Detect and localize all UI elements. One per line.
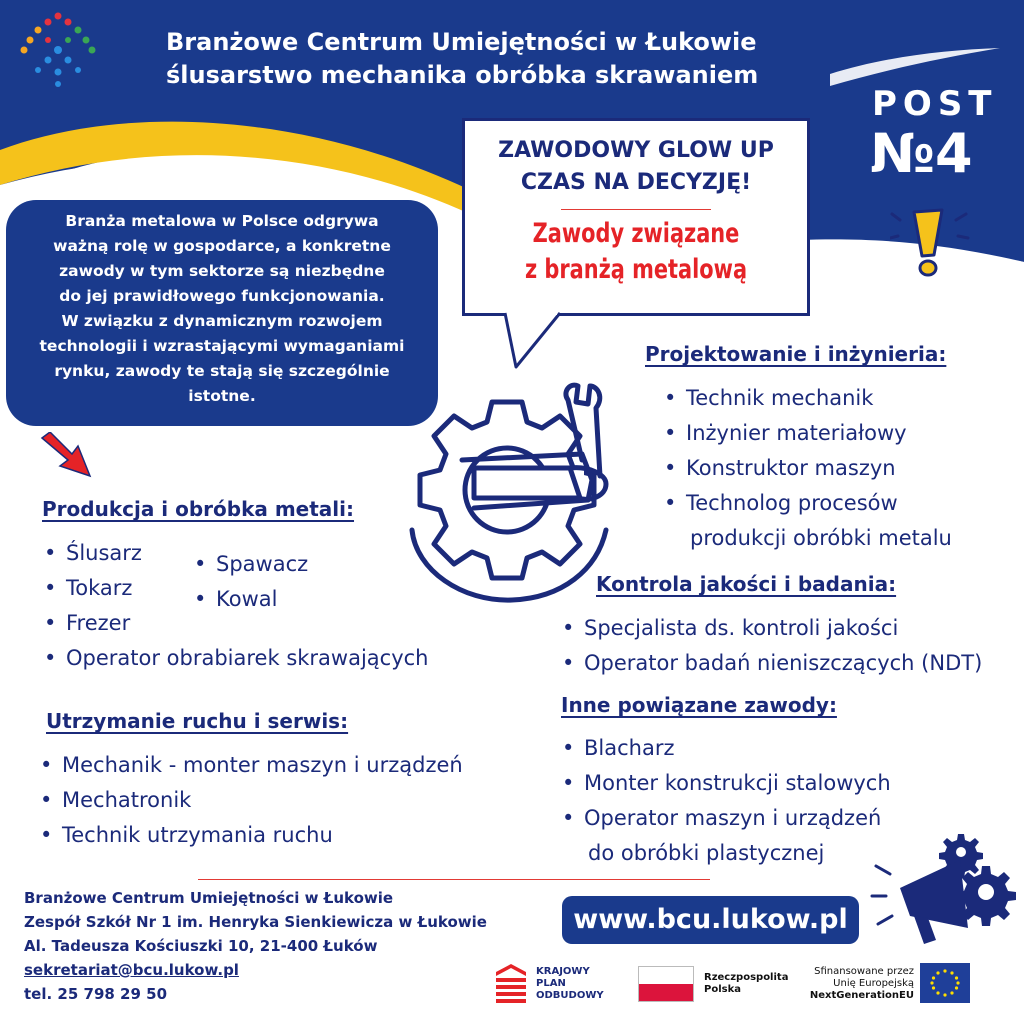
speech-line1: ZAWODOWY GLOW UP <box>498 138 774 163</box>
speech-line2: CZAS NA DECYZJĘ! <box>520 170 752 195</box>
eu-flag-icon <box>920 963 970 1003</box>
list-item: • Konstruktor maszyn <box>664 451 952 486</box>
list-item: • Spawacz <box>194 547 308 582</box>
list-item: • Specjalista ds. kontroli jakości <box>562 611 982 646</box>
speech-sub2: z branżą metalową <box>524 254 748 285</box>
list-item: • Technik utrzymania ruchu <box>40 818 463 853</box>
intro-line: rynku, zawody te stają się szczególnie <box>54 362 390 380</box>
rp-text-1: Rzeczpospolita <box>704 972 789 983</box>
post-label: POST <box>872 84 998 124</box>
exclamation-icon <box>890 200 970 280</box>
footer-line1: Branżowe Centrum Umiejętności w Łukowie <box>24 889 394 907</box>
intro-line: do jej prawidłowego funkcjonowania. <box>59 287 385 305</box>
speech-bubble <box>462 118 810 316</box>
eu-text-1: Sfinansowane przez <box>814 966 914 977</box>
footer-phone: tel. 25 798 29 50 <box>24 985 168 1003</box>
bcu-logo-icon <box>18 10 98 90</box>
kpo-text-3: ODBUDOWY <box>536 990 604 1001</box>
intro-line: Branża metalowa w Polsce odgrywa <box>65 212 379 230</box>
list-item-continuation: do obróbki plastycznej <box>588 841 825 865</box>
section-design-title: Projektowanie i inżynieria: <box>645 342 947 366</box>
intro-line: W związku z dynamicznym rozwojem <box>61 312 383 330</box>
list-item: • Mechanik - monter maszyn i urządzeń <box>40 748 463 783</box>
intro-box <box>6 200 438 426</box>
header-title-line1: Branżowe Centrum Umiejętności w Łukowie <box>166 28 757 56</box>
polish-flag-icon <box>638 966 694 1002</box>
section-production-col2 <box>194 547 308 617</box>
eu-text-3: NextGenerationEU <box>809 990 914 1001</box>
footer-divider <box>198 879 710 880</box>
speech-sub1: Zawody związane <box>532 218 740 249</box>
website-button[interactable]: www.bcu.lukow.pl <box>562 896 859 944</box>
list-item: • Kowal <box>194 582 308 617</box>
rp-logo-text <box>704 972 788 996</box>
section-production-title: Produkcja i obróbka metali: <box>42 497 355 521</box>
eu-logo-text <box>806 966 914 1002</box>
list-item: • Ślusarz <box>44 536 429 571</box>
footer-email-link[interactable]: sekretariat@bcu.lukow.pl <box>24 961 239 979</box>
kpo-text-2: PLAN <box>536 978 566 989</box>
rp-text-2: Polska <box>704 984 741 995</box>
intro-line: ważną rolę w gospodarce, a konkretne <box>53 237 391 255</box>
kpo-logo-text <box>536 966 604 1002</box>
header-title-line2: ślusarstwo mechanika obróbka skrawaniem <box>166 61 759 89</box>
header-title <box>166 26 866 92</box>
footer-contact <box>24 886 487 1006</box>
section-maintenance-list <box>40 748 463 853</box>
intro-line: technologii i wzrastającymi wymaganiami <box>39 337 405 355</box>
list-item-text: Technolog procesów <box>686 491 898 515</box>
section-other-list <box>562 731 891 871</box>
section-maintenance-title: Utrzymanie ruchu i serwis: <box>46 709 349 733</box>
list-item-text: Operator maszyn i urządzeń <box>584 806 882 830</box>
speech-divider <box>561 209 711 210</box>
list-item: • Operator badań nieniszczących (NDT) <box>562 646 982 681</box>
footer-line2: Zespół Szkół Nr 1 im. Henryka Sienkiewicza w Łukowie <box>24 913 487 931</box>
footer-line3: Al. Tadeusza Kościuszki 10, 21-400 Łuków <box>24 937 378 955</box>
list-item: • Tokarz <box>44 571 429 606</box>
section-quality-list <box>562 611 982 681</box>
section-design-list <box>664 381 952 556</box>
list-item: • Monter konstrukcji stalowych <box>562 766 891 801</box>
list-item-continuation: produkcji obróbki metalu <box>690 526 952 550</box>
list-item: • Operator obrabiarek skrawających <box>44 641 429 676</box>
speech-bubble-tail <box>500 312 570 372</box>
section-quality-title: Kontrola jakości i badania: <box>596 572 897 596</box>
intro-line: istotne. <box>188 387 256 405</box>
list-item <box>664 486 952 556</box>
list-item <box>562 801 891 871</box>
red-arrow-icon <box>38 432 98 482</box>
post-number: №4 <box>870 122 973 185</box>
list-item: • Blacharz <box>562 731 891 766</box>
list-item: • Technik mechanik <box>664 381 952 416</box>
eu-text-2: Unię Europejską <box>833 978 914 989</box>
list-item: • Frezer <box>44 606 429 641</box>
list-item: • Mechatronik <box>40 783 463 818</box>
kpo-logo-icon <box>494 962 528 1004</box>
kpo-text-1: KRAJOWY <box>536 966 590 977</box>
intro-line: zawody w tym sektorze są niezbędne <box>59 262 385 280</box>
speech-subtitle <box>489 216 783 288</box>
section-other-title: Inne powiązane zawody: <box>561 693 837 717</box>
speech-headline <box>465 135 807 199</box>
megaphone-gears-icon <box>870 830 1020 950</box>
list-item: • Inżynier materiałowy <box>664 416 952 451</box>
